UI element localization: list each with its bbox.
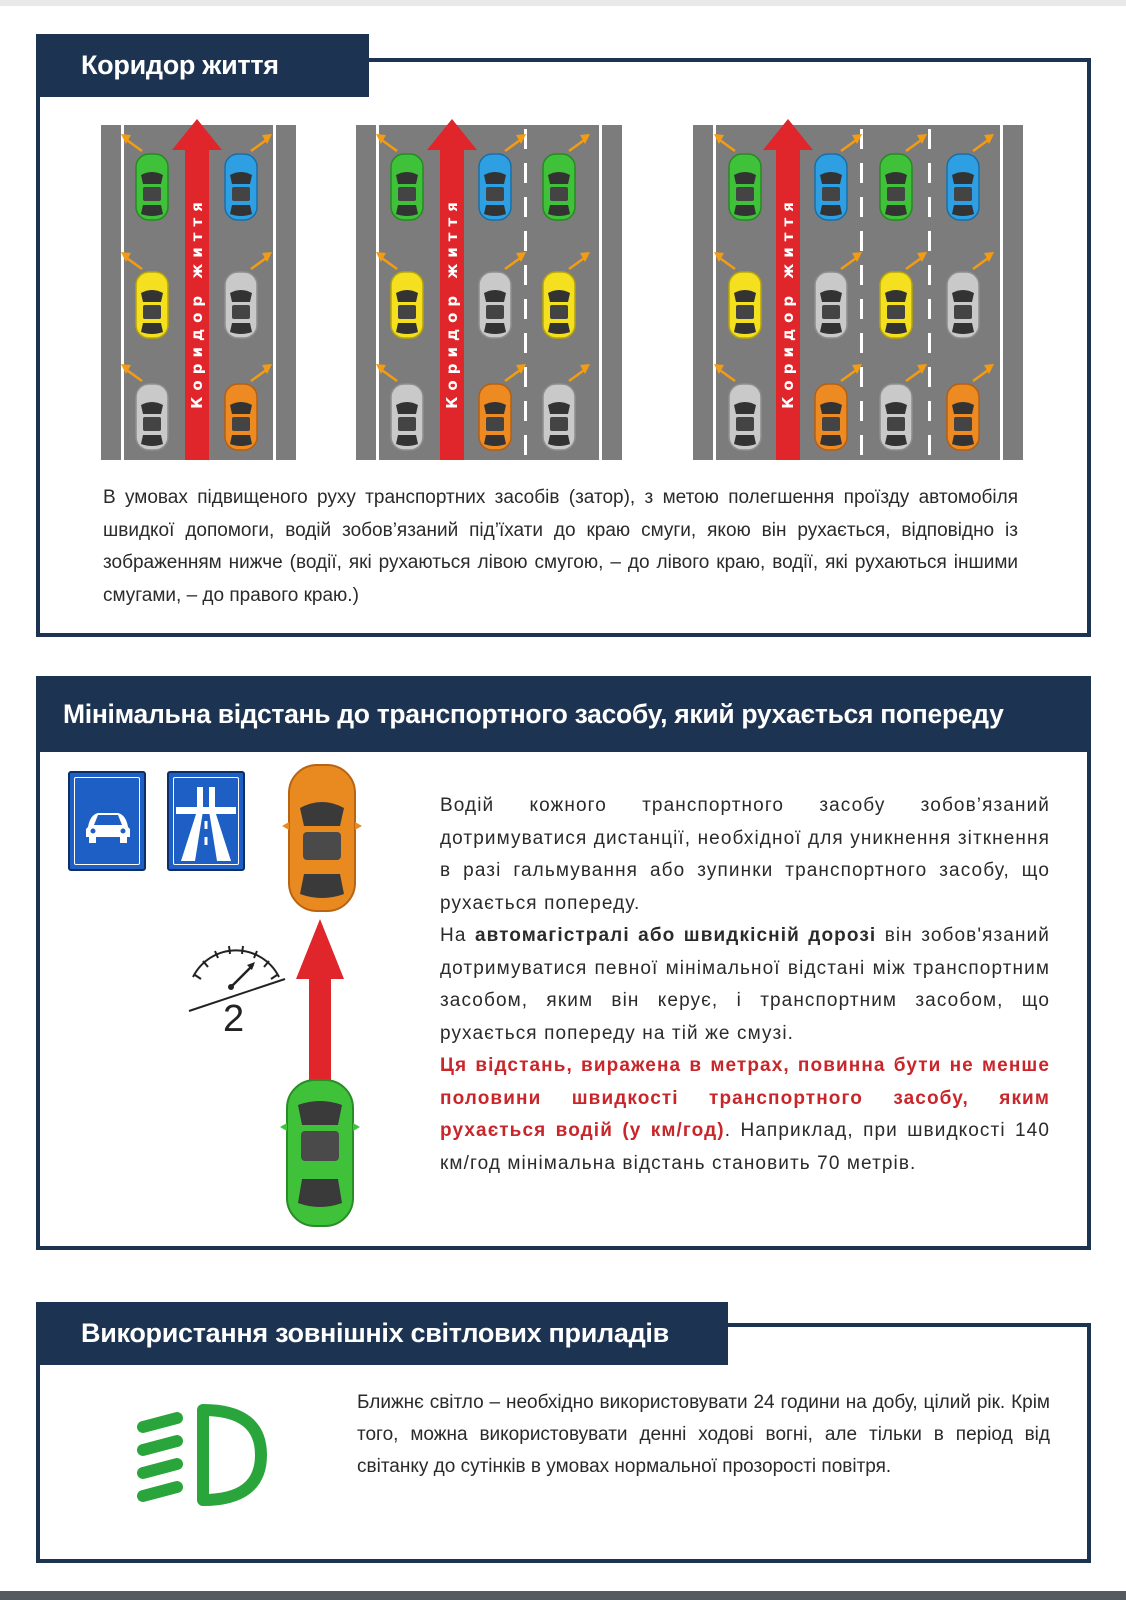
lane-dash [860, 299, 863, 319]
car [947, 384, 979, 450]
corridor-diagram-2 [356, 119, 622, 460]
lane-dash [928, 163, 931, 183]
motorway-sign-icon [167, 771, 245, 871]
section-distance-title: Мінімальна відстань до транспортного засобу, який рухається попереду [36, 676, 1091, 752]
car [815, 154, 847, 220]
distance-paragraph-1: Водій кожного транспортного засобу зобов’язаний дотримуватися дистанції, необхідної для уникнення зіткнення в разі гальмування або зупинки транспортного засобу, що рухається попереду. [440, 795, 1050, 914]
lane-dash [928, 367, 931, 387]
lane-dash [524, 265, 527, 285]
lane-dash [860, 129, 863, 149]
lane-dash [524, 333, 527, 353]
lights-description: Ближнє світло – необхідно використовувати 24 години на добу, цілий рік. Крім того, можна використовувати денні ходові вогні, але тільки в період від світанку до сутінків в умовах нормальної прозорості повітря. [357, 1392, 1050, 1477]
car [880, 272, 912, 338]
section-lights-title: Використання зовнішніх світлових приладів [36, 1302, 728, 1365]
lane-dash [524, 163, 527, 183]
lane-dash [524, 231, 527, 251]
car [543, 272, 575, 338]
distance-diagram [280, 765, 380, 1225]
section-corridor-title: Коридор життя [36, 34, 369, 97]
corridor-diagrams [0, 0, 1126, 480]
lane-dash [860, 163, 863, 183]
distance-paragraph-3 [440, 1050, 1050, 1180]
car-road-sign-icon [68, 771, 146, 871]
lane-dash [524, 367, 527, 387]
car [729, 272, 761, 338]
car [815, 272, 847, 338]
car-following-green [280, 1080, 360, 1226]
car [136, 154, 168, 220]
corridor-diagram-1 [101, 119, 296, 460]
lane-dash [928, 401, 931, 421]
car [391, 384, 423, 450]
lane-dash [860, 367, 863, 387]
lane-dash [928, 231, 931, 251]
lane-dash [928, 265, 931, 285]
lane-dash [524, 299, 527, 319]
car [729, 154, 761, 220]
car [880, 154, 912, 220]
distance-p2-prefix: На [440, 925, 475, 946]
lane-dash [860, 265, 863, 285]
lane-dash [860, 231, 863, 251]
car [391, 154, 423, 220]
car [391, 272, 423, 338]
car [225, 154, 257, 220]
distance-paragraph-2 [440, 920, 1050, 1050]
corridor-label: Коридор життя [779, 196, 797, 409]
car [479, 384, 511, 450]
lane-dash [860, 197, 863, 217]
lane-dash [524, 197, 527, 217]
lane-dash [860, 401, 863, 421]
lane-dash [524, 435, 527, 455]
car [947, 272, 979, 338]
direction-arrow [296, 919, 344, 1089]
distance-p3-rest: . Наприклад, при швидкості 140 км/год мінімальна відстань становить 70 метрів. [440, 1120, 1051, 1174]
distance-rule-highlight: Ця відстань, виражена в метрах, повинна бути не менше половини швидкості транспортного засобу, яким рухається водій (у км/год) [440, 1055, 1050, 1141]
corridor-diagram-3 [693, 119, 1023, 460]
distance-text [440, 790, 1050, 1180]
car [225, 272, 257, 338]
car [543, 384, 575, 450]
distance-p2-rest: він зобов'язаний дотримуватися певної мінімальної відстані між транспортним засобом, яким він керує, і транспортним засобом, що рухається попереду на тій же смузі. [440, 925, 1050, 1044]
distance-p2-bold: автомагістралі або швидкісній дорозі [474, 925, 877, 946]
car [136, 384, 168, 450]
lane-dash [928, 333, 931, 353]
corridor-description: В умовах підвищеного руху транспортних засобів (затор), з метою полегшення проїзду автомобіля швидкої допомоги, водій зобов’язаний під’їхати до краю смуги, якою він рухається, відповідно із зображенням нижче (водії, які рухаються лівою смугою, – до лівого краю, водії, які рухаються іншими смугами, – до правого краю.) [103, 487, 1018, 606]
car [479, 154, 511, 220]
lane-dash [928, 197, 931, 217]
car [947, 154, 979, 220]
car [479, 272, 511, 338]
lane-dash [524, 129, 527, 149]
car [543, 154, 575, 220]
corridor-label: Коридор життя [188, 196, 206, 409]
lane-dash [524, 401, 527, 421]
lane-dash [928, 299, 931, 319]
lane-dash [860, 435, 863, 455]
car [815, 384, 847, 450]
low-beam-headlight-icon [133, 1400, 273, 1510]
lane-dash [860, 333, 863, 353]
speed-divisor-label: 2 [223, 998, 245, 1040]
lane-dash [928, 435, 931, 455]
page-bottom-strip [0, 1591, 1126, 1600]
car [880, 384, 912, 450]
car-ahead-orange [282, 765, 362, 911]
lane-dash [928, 129, 931, 149]
car [136, 272, 168, 338]
corridor-label: Коридор життя [443, 196, 461, 409]
car [225, 384, 257, 450]
car [729, 384, 761, 450]
